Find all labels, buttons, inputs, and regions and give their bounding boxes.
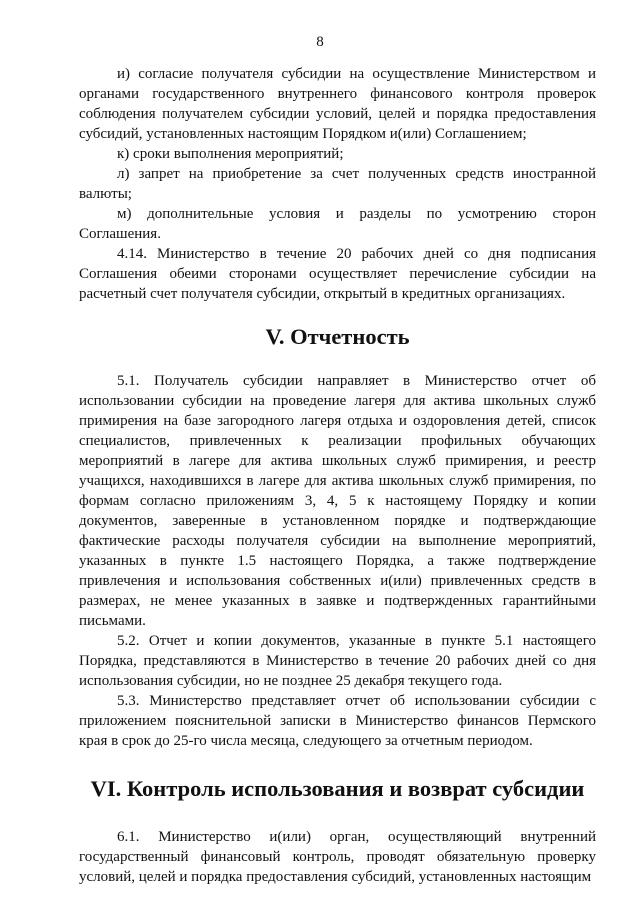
paragraph-5-2: 5.2. Отчет и копии документов, указанные в пункте 5.1 настоящего Порядка, представляются в Министерство в течение 20 рабочих дней со дня использования субсидии, но не позднее 25 декабря текущего года. xyxy=(79,633,596,689)
paragraph-5-1: 5.1. Получатель субсидии направляет в Министерство отчет об использовании субсидии на проведение лагеря для актива школьных служб примирения на базе загородного лагеря отдыха и оздоровления детей, список специалистов, привлеченных к реализации профильных обучающих мероприятий в лагере для актива школьных служб примирения, и реестр учащихся, находившихся в лагере для актива школьных служб примирения, по формам согласно приложениям 3, 4, 5 к настоящему Порядку и копии документов, заверенные в установленном порядке и подтверждающие фактические расходы получателя субсидии на выполнение мероприятий, указанных в пункте 1.5 настоящего Порядка, а также подтверждение привлечения и использования собственных и(или) привлеченных средств в размерах, не менее указанных в заявке и подтвержденных гарантийными письмами. xyxy=(79,373,596,629)
paragraph-6-1: 6.1. Министерство и(или) орган, осуществляющий внутренний государственный финансовый контроль, проводят обязательную проверку условий, целей и порядка предоставления субсидий, установленных настоящим xyxy=(79,829,596,885)
paragraph-4-14: 4.14. Министерство в течение 20 рабочих дней со дня подписания Соглашения обеими сторонами осуществляет перечисление субсидии на расчетный счет получателя субсидии, открытый в кредитных организациях. xyxy=(79,246,596,302)
document-body xyxy=(79,64,596,887)
page-number: 8 xyxy=(316,34,324,50)
paragraph-item-k: к) сроки выполнения мероприятий; xyxy=(117,146,344,162)
section-5-heading: V. Отчетность xyxy=(265,324,410,349)
paragraph-5-3: 5.3. Министерство представляет отчет об использовании субсидии с приложением пояснительной записки в Министерство финансов Пермского края в срок до 25-го числа месяца, следующего за отчетным периодом. xyxy=(79,693,596,749)
paragraph-item-i: и) согласие получателя субсидии на осуществление Министерством и органами государственного внутреннего финансового контроля проверок соблюдения получателем субсидии условий, целей и порядка предоставления субсидий, установленных настоящим Порядком и(или) Соглашением; xyxy=(79,66,596,142)
paragraph-item-l: л) запрет на приобретение за счет полученных средств иностранной валюты; xyxy=(79,166,596,202)
paragraph-item-m: м) дополнительные условия и разделы по усмотрению сторон Соглашения. xyxy=(79,206,596,242)
section-6-heading: VI. Контроль использования и возврат субсидии xyxy=(90,776,585,801)
